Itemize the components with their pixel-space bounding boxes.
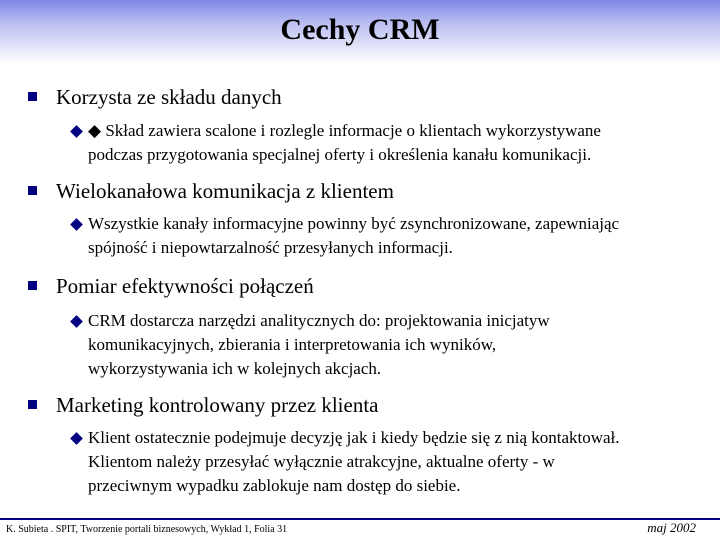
sub-bullet-line: przeciwnym wypadku zablokuje nam dostęp do siebie. <box>88 476 461 495</box>
sub-bullet-text <box>88 426 620 498</box>
sub-bullet-text <box>88 119 601 167</box>
sub-bullet-text <box>88 309 550 381</box>
footer-date: maj 2002 <box>647 520 696 535</box>
bullet-heading: Marketing kontrolowany przez klienta <box>56 393 379 417</box>
sub-bullet-line: wykorzystywania ich w kolejnych akcjach. <box>88 359 382 378</box>
slide-title: Cechy CRM <box>280 13 440 46</box>
diamond-bullet-icon <box>70 125 83 138</box>
sub-bullet-text <box>88 212 619 260</box>
square-bullet-icon <box>28 281 37 290</box>
bullet-heading: Korzysta ze składu danych <box>56 85 282 109</box>
diamond-bullet-icon <box>70 315 83 328</box>
sub-bullet-line: podczas przygotowania specjalnej oferty i określenia kanału komunikacji. <box>88 145 592 164</box>
diamond-bullet-icon <box>70 218 83 231</box>
sub-bullet-line: Klient ostatecznie podejmuje decyzję jak i kiedy będzie się z nią kontaktował. <box>88 428 620 447</box>
bullet-heading: Pomiar efektywności połączeń <box>56 274 314 298</box>
diamond-bullet-icon <box>70 432 83 445</box>
sub-bullet-line: CRM dostarcza narzędzi analitycznych do: projektowania inicjatyw <box>88 311 550 330</box>
footer-credit: K. Subieta . SPIT, Tworzenie portali biznesowych, Wykład 1, Folia 31 <box>6 524 288 535</box>
sub-bullet-line: ◆ Skład zawiera scalone i rozlegle informacje o klientach wykorzystywane <box>88 121 601 140</box>
square-bullet-icon <box>28 186 37 195</box>
sub-bullet-line: Wszystkie kanały informacyjne powinny być zsynchronizowane, zapewniając <box>88 214 620 233</box>
square-bullet-icon <box>28 400 37 409</box>
sub-bullet-line: komunikacyjnych, zbierania i interpretowania ich wyników, <box>88 335 497 354</box>
sub-bullet-line: spójność i niepowtarzalność przesyłanych informacji. <box>88 238 453 257</box>
square-bullet-icon <box>28 92 37 101</box>
footer-rule <box>0 518 720 520</box>
bullet-heading: Wielokanałowa komunikacja z klientem <box>56 179 394 203</box>
sub-bullet-line: Klientom należy przesyłać wyłącznie atrakcyjne, aktualne oferty - w <box>88 452 555 471</box>
